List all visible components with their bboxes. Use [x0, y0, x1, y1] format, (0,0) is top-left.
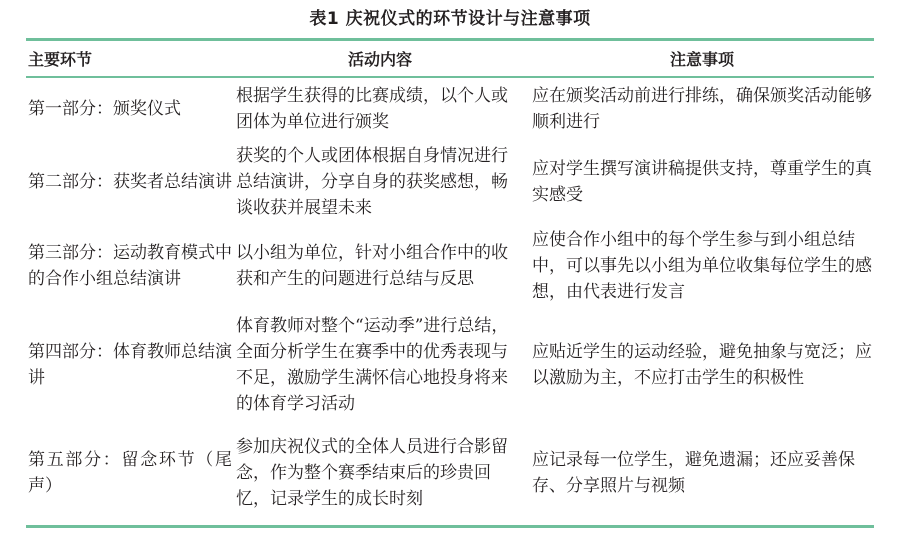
notes-cell: 应对学生撰写演讲稿提供支持，尊重学生的真实感受: [532, 158, 872, 205]
notes-cell: 应贴近学生的运动经验，避免抽象与宽泛；应以激励为主，不应打击学生的积极性: [532, 341, 872, 388]
content-cell: 体育教师对整个“运动季”进行总结，全面分析学生在赛季中的优秀表现与不足，激励学生满怀信心地投身将来的体育学习活动: [236, 315, 509, 414]
table-row: [26, 420, 874, 525]
content-cell: 根据学生获得的比赛成绩，以个人或团体为单位进行颁奖: [236, 86, 508, 132]
stage-cell: 第三部分：运动教育模式中的合作小组总结演讲: [28, 243, 232, 289]
stage-cell: 第四部分：体育教师总结演讲: [28, 341, 232, 388]
stage-cell: 第五部分：留念环节（尾声）: [28, 449, 232, 496]
header-notes: 注意事项: [669, 50, 734, 69]
notes-cell: 应使合作小组中的每个学生参与到小组总结中，可以事先以小组为单位收集每位学生的感想，由代表进行发言: [532, 230, 872, 302]
stage-cell: 第二部分：获奖者总结演讲: [28, 171, 232, 192]
table-row: [26, 223, 874, 309]
content-cell: 获奖的个人或团体根据自身情况进行总结演讲，分享自身的获奖感想，畅谈收获并展望未来: [236, 145, 508, 218]
table-bottom-rule: [26, 525, 874, 528]
header-activity-content: 活动内容: [347, 50, 412, 69]
stage-cell: 第一部分：颁奖仪式: [28, 99, 181, 119]
table-title: 表1 庆祝仪式的环节设计与注意事项: [309, 9, 591, 29]
table-row: [26, 309, 874, 420]
content-cell: 以小组为单位，针对小组合作中的收获和产生的问题进行总结与反思: [236, 243, 508, 289]
table-row: [26, 78, 874, 140]
notes-cell: 应在颁奖活动前进行排练，确保颁奖活动能够顺利进行: [532, 86, 872, 132]
table-row: [26, 140, 874, 223]
ceremony-table: [26, 0, 874, 528]
table-header-row: [26, 41, 874, 76]
header-main-stage: 主要环节: [28, 50, 93, 69]
notes-cell: 应记录每一位学生，避免遗漏；还应妥善保存、分享照片与视频: [532, 449, 855, 496]
content-cell: 参加庆祝仪式的全体人员进行合影留念，作为整个赛季结束后的珍贵回忆，记录学生的成长时刻: [236, 436, 508, 509]
